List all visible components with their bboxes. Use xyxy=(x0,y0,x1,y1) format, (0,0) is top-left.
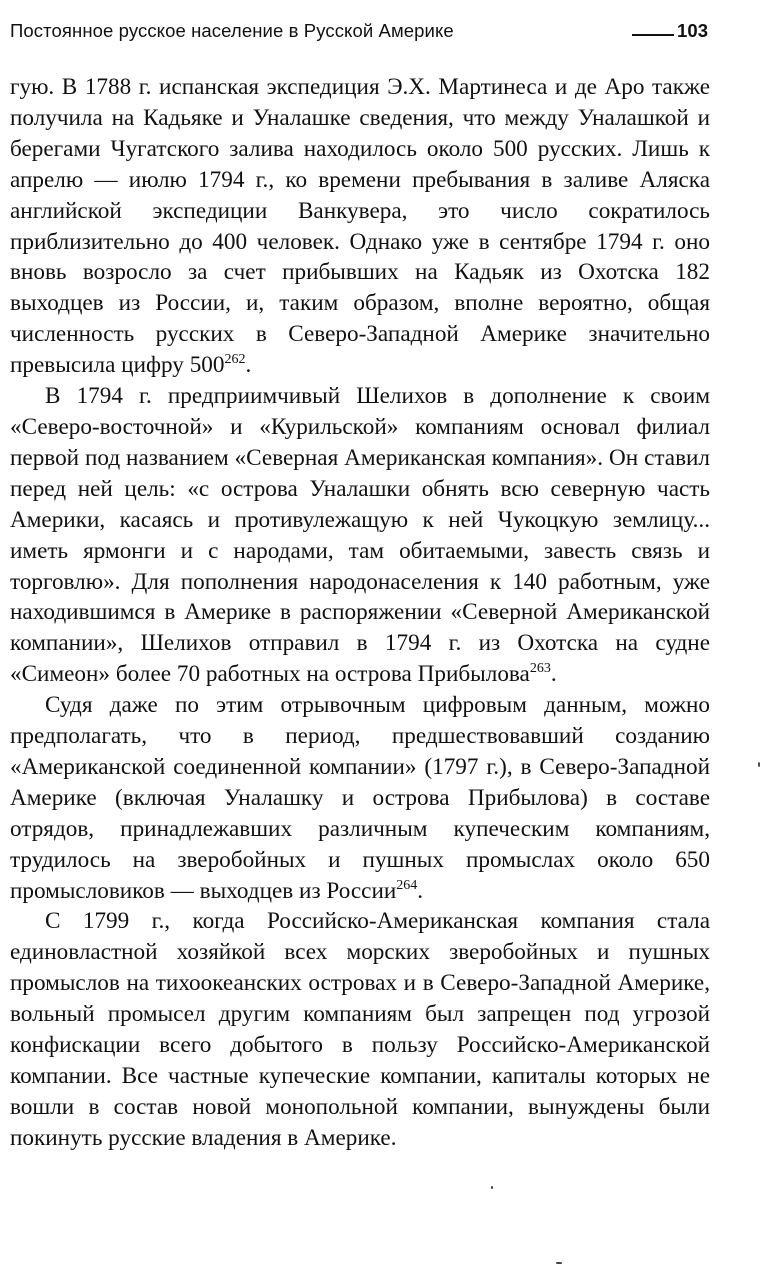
paragraph-3 xyxy=(10,690,710,906)
running-head-title: Постоянное русское население в Русской Америке xyxy=(10,20,454,41)
paragraph-1-end: . xyxy=(245,352,252,379)
paragraph-3-end: . xyxy=(417,877,424,904)
footnote-ref-263[interactable]: 263 xyxy=(529,661,551,677)
body-text xyxy=(10,72,710,1154)
running-head-rule xyxy=(632,34,674,36)
paragraph-4-text: С 1799 г., когда Российско-Американская компания стала единовластной хозяйкой всех морских зверобойных и пушных промыслов на тихоокеанских островах и в Северо-Западной Америке, вольный промысел другим компаниям был запрещен под угрозой конфискации всего добытого в пользу Российско-Американской компании. Все частные купеческие компании, капиталы которых не вошли в состав новой монопольной компании, вынуждены были покинуть русские владения в Америке. xyxy=(10,908,710,1151)
scan-speck xyxy=(491,1186,493,1189)
footnote-ref-262[interactable]: 262 xyxy=(224,352,246,368)
page-number: 103 xyxy=(677,20,709,41)
running-head xyxy=(10,20,710,46)
paragraph-4 xyxy=(10,906,710,1153)
scan-speck xyxy=(758,762,760,767)
paragraph-1-text: гую. В 1788 г. испанская экспедиция Э.Х. Мартинеса и де Аро также получила на Кадьяке и Уналашке сведения, что между Уналашкой и берегами Чугатского залива находилось около 500 русских. Лишь к апрелю — июлю 1794 г., ко времени пребывания в заливе Аляска английской экспедиции Ванкувера, это число сократилось приблизительно до 400 человек. Однако уже в сентябре 1794 г. оно вновь возросло за счет прибывших на Кадьяк из Охотска 182 выходцев из России, и, таким образом, вполне вероятно, общая численность русских в Северо-Западной Америке значительно превысила цифру 500 xyxy=(10,74,710,379)
scan-speck xyxy=(556,1262,562,1264)
paragraph-2-text: В 1794 г. предприимчивый Шелихов в дополнение к своим «Северо-восточной» и «Курильской» компаниям основал филиал первой под названием «Северная Американская компания». Он ставил перед ней цель: «с острова Уналашки обнять всю северную часть Америки, касаясь и противулежащую к ней Чукоцкую землицу... иметь ярмонги и с народами, там обитаемыми, завесть связь и торговлю». Для пополнения народонаселения к 140 работным, уже находившимся в Америке в распоряжении «Северной Американской компании», Шелихов отправил в 1794 г. из Охотска на судне «Симеон» более 70 работных на острова Прибылова xyxy=(10,383,710,688)
paragraph-2 xyxy=(10,381,710,690)
footnote-ref-264[interactable]: 264 xyxy=(396,877,418,893)
paragraph-1 xyxy=(10,72,710,381)
paragraph-2-end: . xyxy=(550,661,557,688)
paragraph-3-text: Судя даже по этим отрывочным цифровым данным, можно предполагать, что в период, предшествовавший созданию «Американской соединенной компании» (1797 г.), в Северо-Западной Америке (включая Уналашку и острова Прибылова) в составе отрядов, принадлежавших различным купеческим компаниям, трудилось на зверобойных и пушных промыслах около 650 промысловиков — выходцев из России xyxy=(10,692,710,904)
